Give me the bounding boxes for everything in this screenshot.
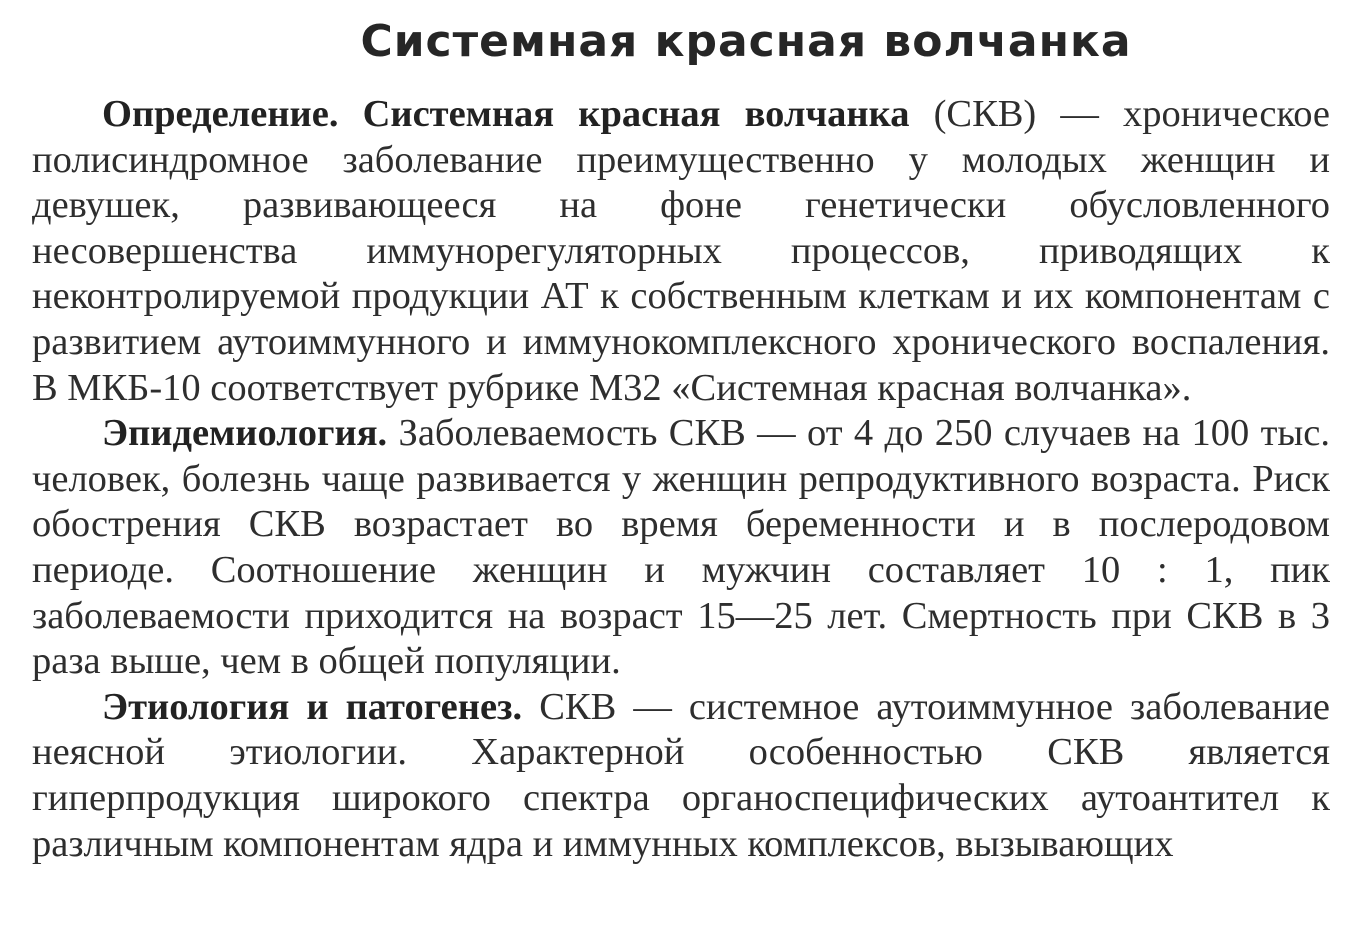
definition-text: (СКВ) — хроническое полисиндромное заболевание преимущественно у молодых женщин и девушек, развивающееся на фоне генетически обусловленного несовершенства иммунорегуляторных процессов, приводящих к неконтролируемой продукции АТ к собственным клеткам и их компонентам с развитием аутоиммунного и иммунокомплексного хронического воспаления. В МКБ-10 соответствует рубрике М32 «Системная красная волчанка». [32,93,1331,409]
epidemiology-heading: Эпидемиология. [102,412,388,455]
etiology-heading: Этиология и патогенез. [102,685,523,728]
etiology-paragraph [32,685,1330,867]
epidemiology-text: Заболеваемость СКВ — от 4 до 250 случаев на 100 тыс. человек, болезнь чаще развивается у женщин репродуктивного возраста. Риск обострения СКВ возрастает во время беременности и в послеродовом периоде. Соотношение женщин и мужчин составляет 10 : 1, пик заболеваемости приходится на возраст 15—25 лет. Смертность при СКВ в 3 раза выше, чем в общей популяции. [32,412,1330,683]
epidemiology-paragraph [32,411,1330,685]
etiology-text: СКВ — системное аутоиммунное заболевание неясной этиологии. Характерной особенностью СКВ является гиперпродукция широкого спектра органоспецифических аутоантител к различным компонентам ядра и иммунных комплексов, вызывающих [32,685,1331,865]
definition-heading: Определение. [102,93,339,135]
document-page [32,12,1330,867]
page-title: Системная красная волчанка [360,16,1132,67]
definition-paragraph [32,92,1330,411]
disease-term: Системная красная волчанка [362,93,910,135]
